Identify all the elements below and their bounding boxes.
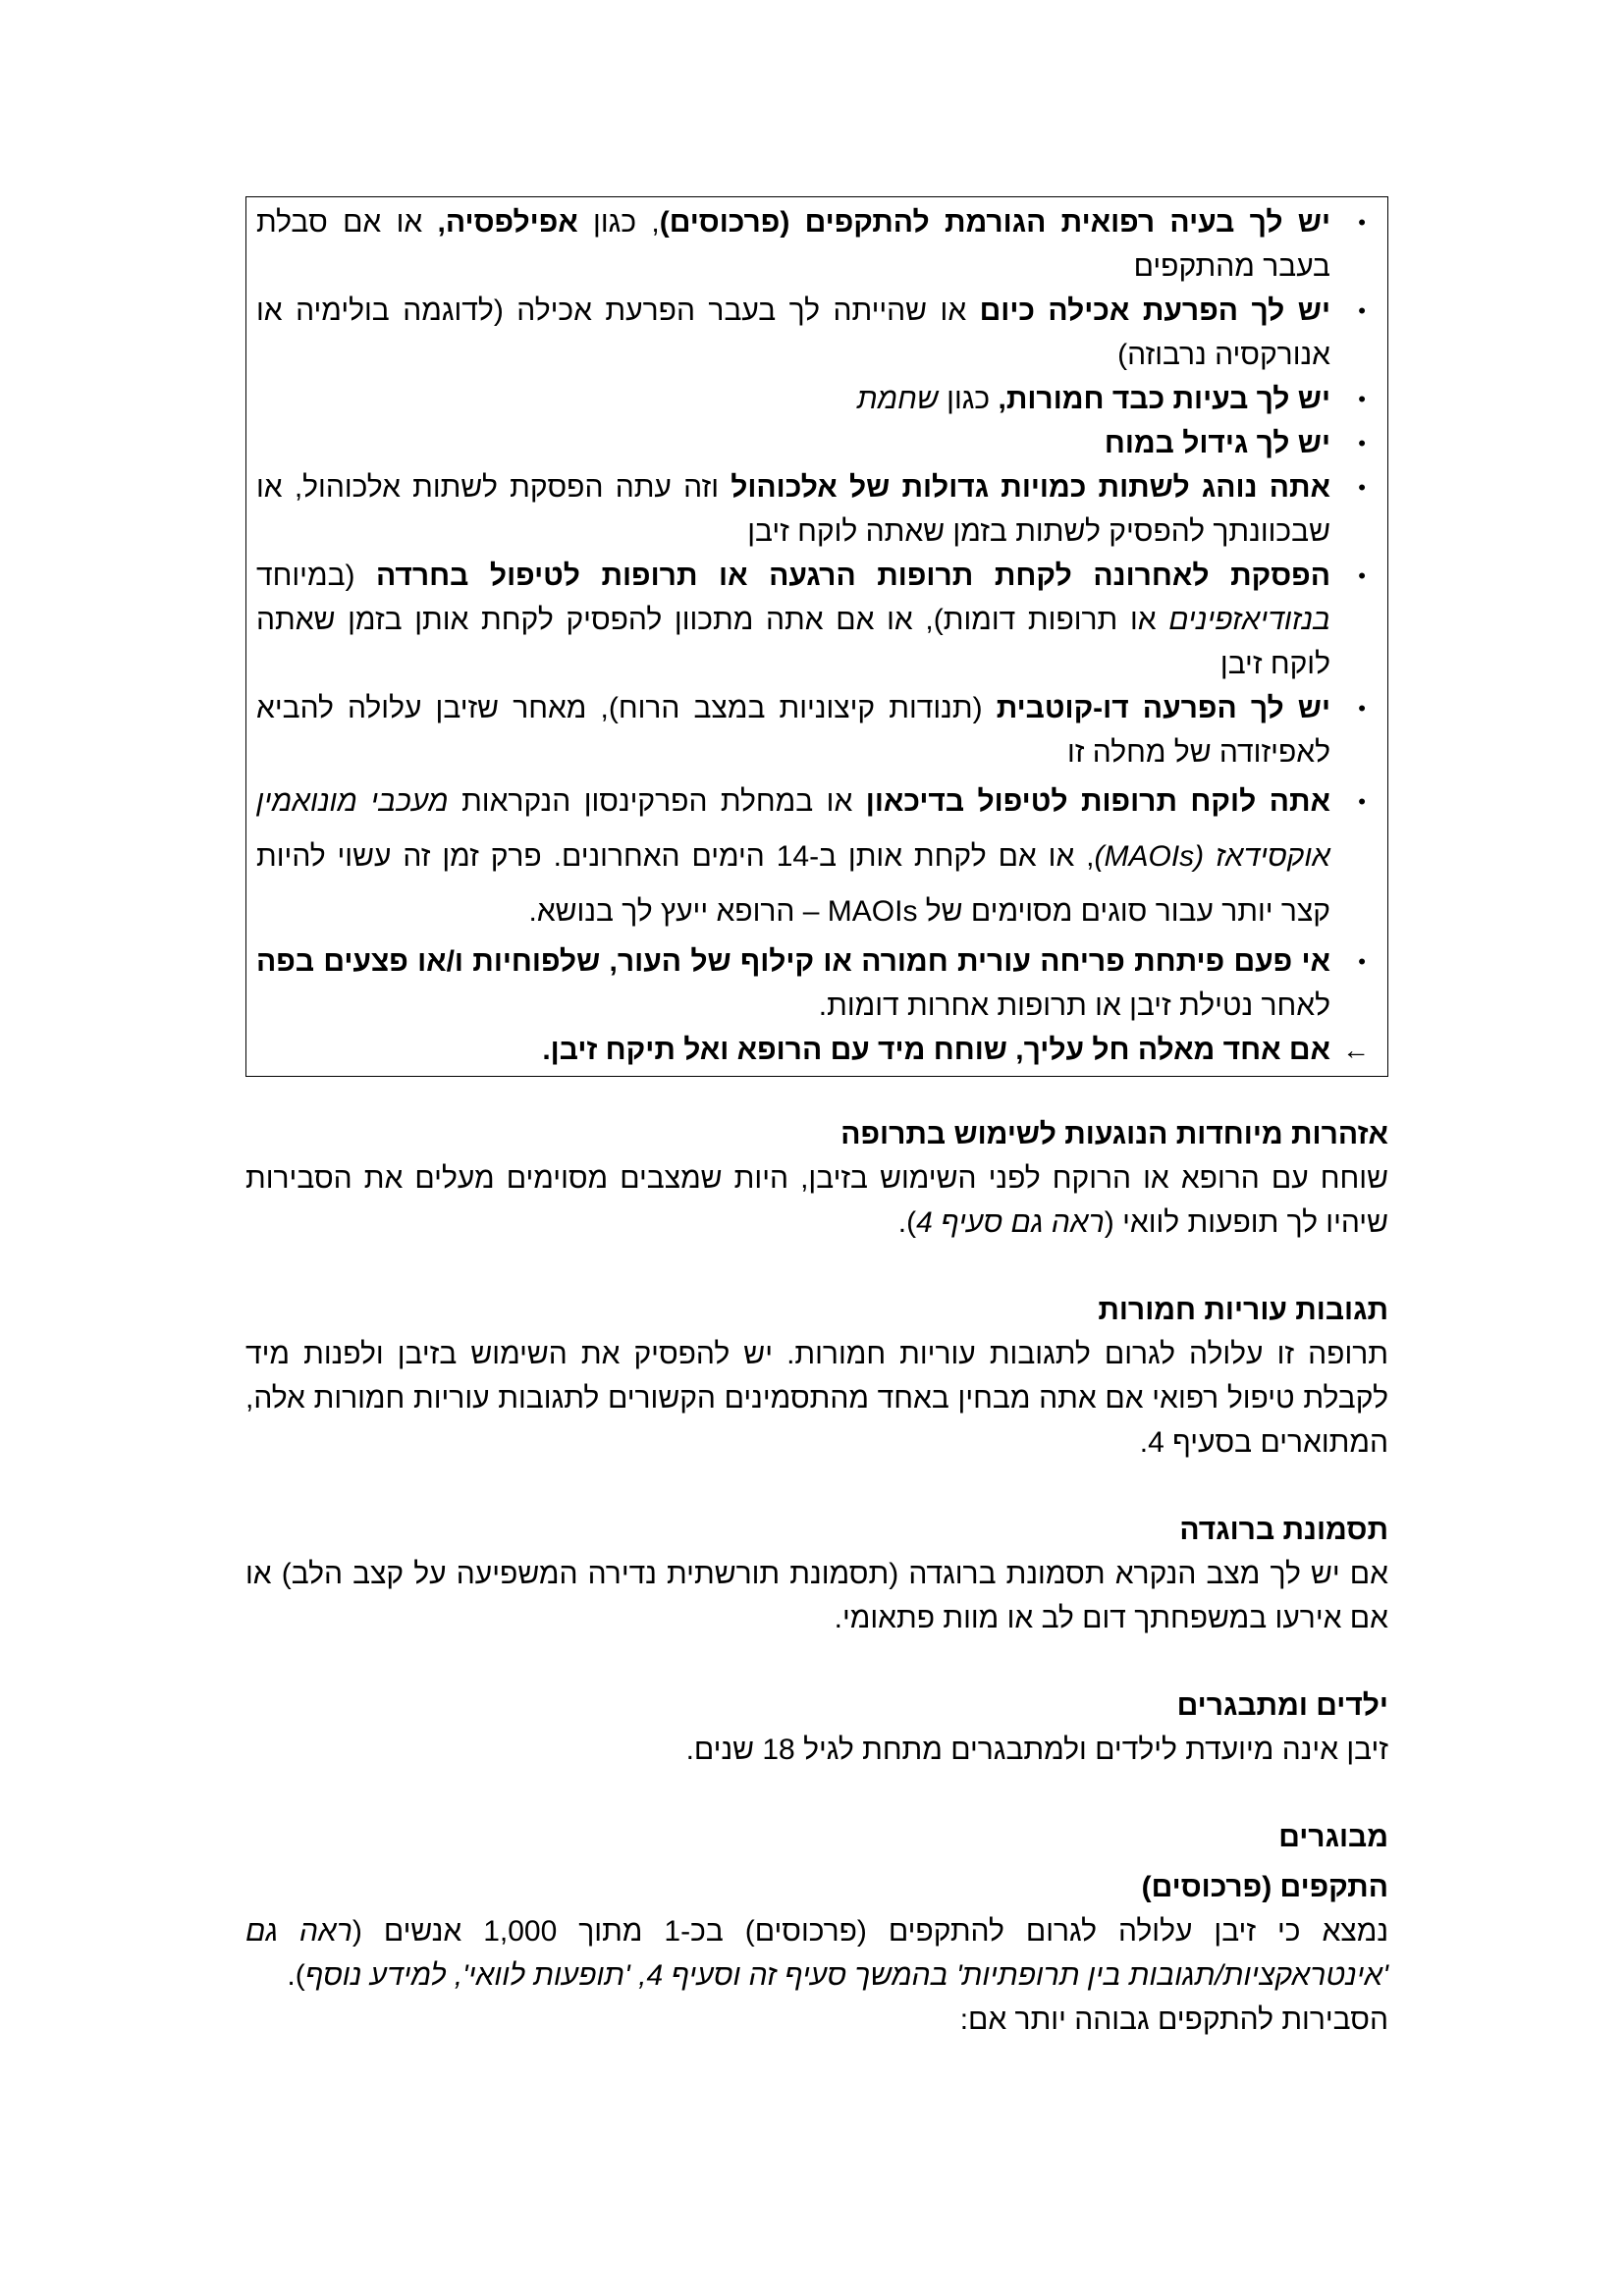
item-text: (במיוחד: [256, 560, 377, 592]
list-item: [256, 289, 1372, 377]
item-text: , או אם לקחת אותן ב-14 הימים האחרונים. פרק זמן זה עשוי להיות קצר יותר עבור סוגים מסוימים של MAOIs – הרופא ייעץ לך בנושא.: [256, 840, 1330, 928]
skin-reactions-section: [245, 1288, 1388, 1465]
item-bold: אתה נוהג לשתות כמויות גדולות של אלכוהול: [731, 471, 1330, 504]
text-part: ).: [287, 1959, 305, 1992]
item-text: לאחר נטילת זיבן או תרופות אחרות דומות.: [818, 989, 1330, 1022]
list-item: [256, 465, 1372, 554]
adults-section: [245, 1815, 1388, 2042]
item-bold: אי פעם פיתחת פריחה עורית חמורה או קילוף של העור, שלפוחיות ו/או פצעים בפה: [256, 945, 1330, 978]
list-item: [256, 200, 1372, 289]
item-text: כגון: [938, 383, 999, 415]
text-part: שוחח עם הרופא או הרוקח לפני השימוש בזיבן, היות שמצבים מסוימים מעלים את הסבירות שיהיו לך תופעות לוואי (: [245, 1162, 1388, 1239]
final-warning-text: אם אחד מאלה חל עליך, שוחח מיד עם הרופא ואל תיקח זיבן.: [542, 1034, 1330, 1066]
section-heading: ילדים ומתבגרים: [1176, 1689, 1388, 1722]
item-text: (תנודות קיצוניות במצב הרוח), מאחר שזיבן עלולה להביא לאפיזודה של מחלה זו: [256, 692, 1330, 769]
text-part: ).: [897, 1206, 917, 1239]
section-subheading: התקפים (פרכוסים): [1141, 1871, 1388, 1903]
item-text: , כגון: [577, 206, 660, 239]
section-heading: אזהרות מיוחדות הנוגעות לשימוש בתרופה: [840, 1118, 1388, 1150]
final-warning: [256, 1028, 1372, 1072]
section-text: [245, 1909, 1388, 1998]
item-italic: בנזודיאזפינים: [1168, 604, 1330, 636]
section-text: אם יש לך מצב הנקרא תסמונת ברוגדה (תסמונת תורשתית נדירה המשפיעה על קצב הלב) או אם אירעו במשפחתך דום לב או מוות פתאומי.: [245, 1558, 1388, 1634]
item-italic: מעכבי מונואמין אוקסידאז (MAOIs): [256, 785, 1330, 873]
item-bold: יש לך הפרעת אכילה כיום: [979, 294, 1331, 327]
text-part: נמצא כי זיבן עלולה לגרום להתקפים (פרכוסים) בכ-1 מתוך 1,000 אנשים (: [352, 1915, 1389, 1948]
section-heading: מבוגרים: [1278, 1821, 1388, 1853]
warning-list: [256, 200, 1372, 1072]
list-item: [256, 554, 1372, 686]
item-text: או במחלת הפרקינסון הנקראות: [448, 785, 866, 818]
section-heading: תסמונת ברוגדה: [1179, 1514, 1388, 1546]
item-bold: יש לך בעיה רפואית הגורמת להתקפים (פרכוסים): [659, 206, 1330, 239]
text-italic: ראה גם סעיף 4: [916, 1206, 1105, 1239]
section-text: הסבירות להתקפים גבוהה יותר אם:: [959, 2003, 1388, 2036]
item-bold: יש לך גידול במוח: [1104, 427, 1330, 459]
special-warnings-section: [245, 1112, 1388, 1245]
item-bold: יש לך הפרעה דו-קוטבית: [996, 692, 1331, 724]
item-text: או אם סבלת בעבר מהתקפים: [256, 206, 1330, 283]
document-page: [245, 196, 1388, 2042]
list-item: [256, 939, 1372, 1028]
children-section: [245, 1683, 1388, 1772]
section-text: [245, 1156, 1388, 1245]
list-item: [256, 421, 1372, 465]
item-bold: אתה לוקח תרופות לטיפול בדיכאון: [865, 785, 1330, 818]
list-item: [256, 686, 1372, 774]
item-italic: שחמת: [856, 383, 939, 415]
item-text: או תרופות דומות), או אם אתה מתכוון להפסיק לקחת אותן בזמן שאתה לוקח זיבן: [256, 604, 1330, 680]
item-text: וזה עתה הפסקת לשתות אלכוהול, או שבכוונתך להפסיק לשתות בזמן שאתה לוקח זיבן: [256, 471, 1330, 548]
item-bold: יש לך בעיות כבד חמורות,: [998, 383, 1330, 415]
item-bold: אפילפסיה,: [437, 206, 578, 239]
warning-box: [245, 196, 1388, 1077]
item-bold: הפסקת לאחרונה לקחת תרופות הרגעה או תרופות לטיפול בחרדה: [376, 560, 1330, 592]
section-text: תרופה זו עלולה לגרום לתגובות עוריות חמורות. יש להפסיק את השימוש בזיבן ולפנות מיד לקבלת טיפול רפואי אם אתה מבחין באחד מהתסמינים הקשורים לתגובות עוריות חמורות אלה, המתוארים בסעיף 4.: [245, 1338, 1388, 1459]
section-heading: תגובות עוריות חמורות: [1098, 1294, 1388, 1326]
text-italic: ראה גם 'אינטראקציות/תגובות בין תרופתיות' בהמשך סעיף זה וסעיף 4, 'תופעות לוואי', למידע נוסף: [245, 1915, 1388, 1992]
item-text: או שהייתה לך בעבר הפרעת אכילה (לדוגמה בולימיה או אנורקסיה נרבוזה): [256, 294, 1330, 371]
list-item: [256, 774, 1372, 939]
section-text: זיבן אינה מיועדת לילדים ולמתבגרים מתחת לגיל 18 שנים.: [685, 1734, 1388, 1766]
list-item: [256, 377, 1372, 421]
brugada-section: [245, 1508, 1388, 1640]
